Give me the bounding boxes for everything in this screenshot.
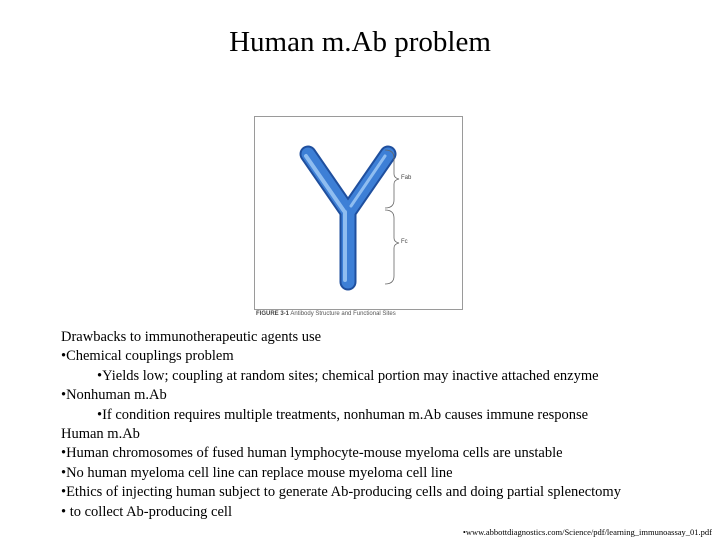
bullet-unstable-chromosomes: •Human chromosomes of fused human lymphocyte-mouse myeloma cells are unstable: [61, 445, 563, 462]
bullet-no-myeloma-line: •No human myeloma cell line can replace mouse myeloma cell line: [61, 464, 453, 481]
figure-caption: [256, 311, 466, 317]
body-line-heading-drawbacks: Drawbacks to immunotherapeutic agents use: [61, 329, 322, 345]
body-text: [61, 328, 711, 522]
source-citation: •www.abbottdiagnostics.com/Science/pdf/learning_immunoassay_01.pdf: [462, 527, 712, 537]
antibody-y-shape: [306, 154, 388, 282]
figure-caption-text: Antibody Structure and Functional Sites: [290, 311, 396, 317]
bullet-collect-cells: • to collect Ab-producing cell: [61, 503, 232, 520]
bullet-ethics: •Ethics of injecting human subject to generate Ab-producing cells and doing partial splenectomy: [61, 484, 621, 501]
fc-label: Fc: [401, 239, 408, 245]
bullet-nonhuman-mab: •Nonhuman m.Ab: [61, 387, 167, 404]
fab-label: Fab: [401, 175, 412, 181]
antibody-figure: [254, 116, 466, 322]
antibody-diagram: [254, 116, 466, 310]
sub-bullet-immune-response: •If condition requires multiple treatments, nonhuman m.Ab causes immune response: [97, 406, 589, 423]
body-line-heading-human-mab: Human m.Ab: [61, 426, 140, 443]
slide-title: Human m.Ab problem: [229, 26, 491, 58]
fc-bracket: [385, 210, 399, 284]
sub-bullet-yields-low: •Yields low; coupling at random sites; chemical portion may inactive attached enzyme: [97, 367, 599, 384]
bullet-chemical-couplings: •Chemical couplings problem: [61, 348, 234, 365]
figure-number: FIGURE 3-1: [256, 311, 290, 317]
